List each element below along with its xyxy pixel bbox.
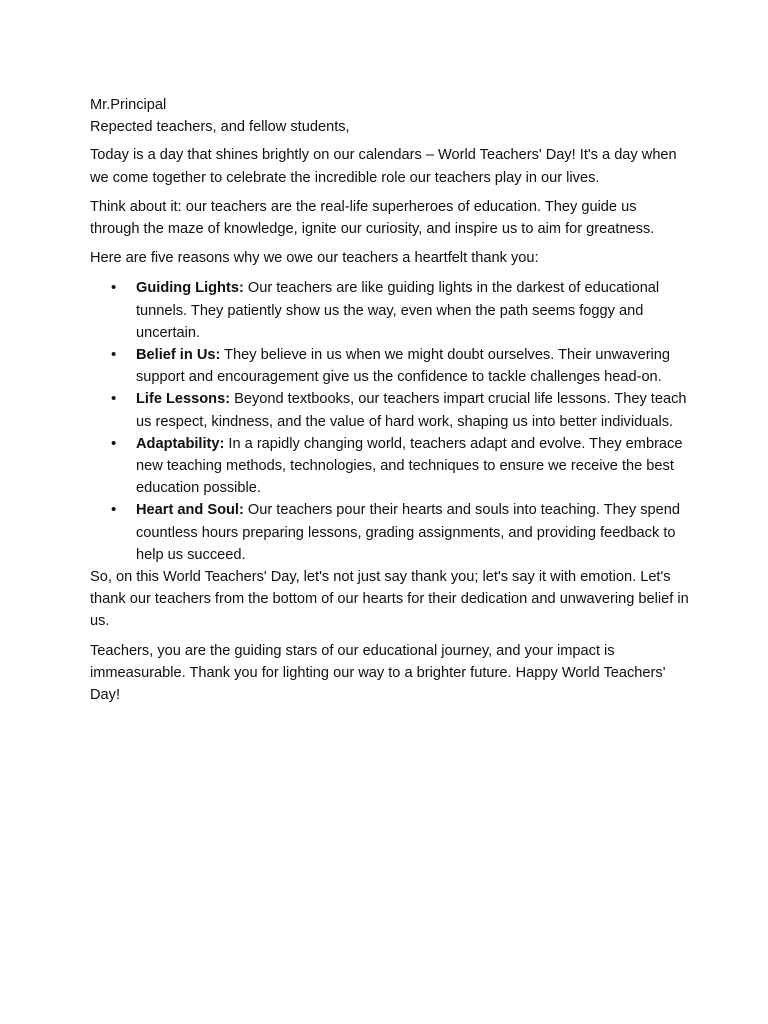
- bullet-icon: •: [111, 346, 117, 364]
- list-item: [90, 433, 690, 500]
- paragraph-closing: Teachers, you are the guiding stars of our educational journey, and your impact is immeasurable. Thank you for lighting our way to a brighter future. Happy World Teachers' Day!: [90, 642, 666, 704]
- salutation-principal: Mr.Principal: [90, 97, 167, 113]
- bullet-icon: •: [111, 501, 117, 519]
- reason-title: Life Lessons:: [136, 391, 231, 408]
- paragraph-superheroes: Think about it: our teachers are the real-life superheroes of education. They guide us through the maze of knowledge, ignite our curiosity, and inspire us to aim for greatness.: [90, 198, 655, 238]
- reason-text: Beyond textbooks, our teachers impart crucial life lessons. They teach us respect, kindness, and the value of hard work, shaping us into better individuals.: [136, 391, 687, 430]
- reason-text: Our teachers are like guiding lights in the darkest of educational tunnels. They patiently show us the way, even when the path seems foggy and uncertain.: [136, 280, 660, 341]
- letter-page: [90, 94, 690, 706]
- reason-text: They believe in us when we might doubt ourselves. Their unwavering support and encouragement give us the confidence to tackle challenges head-on.: [136, 347, 671, 386]
- reason-text: Our teachers pour their hearts and souls into teaching. They spend countless hours preparing lessons, grading assignments, and providing feedback to help us succeed.: [136, 502, 681, 563]
- bullet-icon: •: [111, 390, 117, 408]
- paragraph-intro: Today is a day that shines brightly on our calendars – World Teachers' Day! It's a day when we come together to celebrate the incredible role our teachers play in our lives.: [90, 147, 677, 186]
- reason-text: In a rapidly changing world, teachers adapt and evolve. They embrace new teaching methods, technologies, and techniques to ensure we receive the best education possible.: [136, 435, 683, 497]
- bullet-icon: •: [111, 279, 117, 297]
- reason-title: Belief in Us:: [136, 347, 221, 364]
- reasons-list: [90, 277, 690, 566]
- list-item: [90, 277, 690, 344]
- reason-title: Guiding Lights:: [136, 280, 244, 297]
- reason-title: Heart and Soul:: [136, 502, 244, 519]
- bullet-icon: •: [111, 434, 117, 452]
- paragraph-emotion: So, on this World Teachers' Day, let's not just say thank you; let's say it with emotion. Let's thank our teachers from the bottom of our hearts for their dedication and unwavering belief in us.: [90, 569, 689, 630]
- salutation-audience: Repected teachers, and fellow students,: [90, 119, 350, 136]
- list-item: [90, 499, 690, 566]
- list-item: [90, 344, 690, 388]
- reason-title: Adaptability:: [136, 435, 225, 452]
- reasons-intro: Here are five reasons why we owe our teachers a heartfelt thank you:: [90, 250, 539, 267]
- list-item: [90, 388, 690, 432]
